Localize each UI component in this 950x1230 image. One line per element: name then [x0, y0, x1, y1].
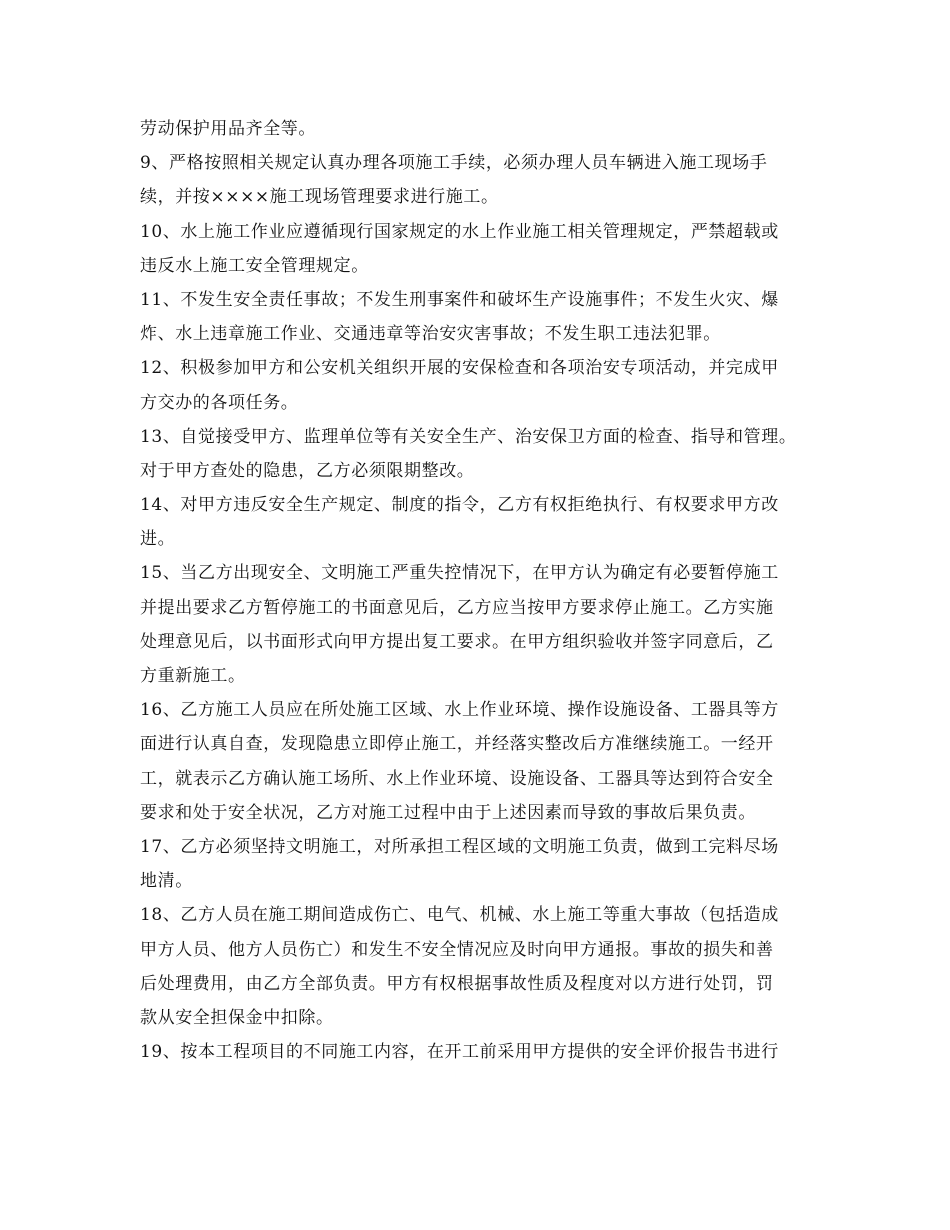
text-line: 并提出要求乙方暂停施工的书面意见后，乙方应当按甲方要求停止施工。乙方实施: [140, 597, 774, 618]
text-line: 工，就表示乙方确认施工场所、水上作业环境、设施设备、工器具等达到符合安全: [140, 768, 774, 789]
text-line: 处理意见后，以书面形式向甲方提出复工要求。在甲方组织验收并签字同意后，乙: [140, 631, 774, 652]
text-line: 违反水上施工安全管理规定。: [140, 255, 369, 276]
text-line: 面进行认真自查，发现隐患立即停止施工，并经落实整改后方准继续施工。一经开: [140, 734, 774, 755]
document-body: [140, 112, 820, 1069]
text-line: 炸、水上违章施工作业、交通违章等治安灾害事故；不发生职工违法犯罪。: [140, 324, 721, 345]
text-line: 13、自觉接受甲方、监理单位等有关安全生产、治安保卫方面的检查、指导和管理。: [140, 426, 797, 447]
text-line: 14、对甲方违反安全生产规定、制度的指令，乙方有权拒绝执行、有权要求甲方改: [140, 495, 779, 516]
text-line: 甲方人员、他方人员伤亡）和发生不安全情况应及时向甲方通报。事故的损失和善: [140, 939, 774, 960]
text-line: 方交办的各项任务。: [140, 392, 299, 413]
text-line: 15、当乙方出现安全、文明施工严重失控情况下，在甲方认为确定有必要暂停施工: [140, 563, 779, 584]
text-line: 对于甲方查处的隐患，乙方必须限期整改。: [140, 460, 475, 481]
text-line: 9、严格按照相关规定认真办理各项施工手续，必须办理人员车辆进入施工现场手: [140, 153, 768, 174]
text-line: 方重新施工。: [140, 666, 246, 686]
text-line: 款从安全担保金中扣除。: [140, 1007, 334, 1028]
text-line: 后处理费用，由乙方全部负责。甲方有权根据事故性质及程度对以方进行处罚，罚: [140, 973, 774, 994]
text-line: 18、乙方人员在施工期间造成伤亡、电气、机械、水上施工等重大事故（包括造成: [140, 905, 779, 926]
text-line: 12、积极参加甲方和公安机关组织开展的安保检查和各项治安专项活动，并完成甲: [140, 358, 779, 379]
text-line: 续，并按××××施工现场管理要求进行施工。: [140, 187, 499, 208]
text-line: 要求和处于安全状况，乙方对施工过程中由于上述因素而导致的事故后果负责。: [140, 802, 756, 823]
text-line: 10、水上施工作业应遵循现行国家规定的水上作业施工相关管理规定，严禁超载或: [140, 221, 779, 242]
text-line: 11、不发生安全责任事故；不发生刑事案件和破坏生产设施事件；不发生火灾、爆: [140, 289, 779, 310]
text-line: 17、乙方必须坚持文明施工，对所承担工程区域的文明施工负责，做到工完料尽场: [140, 836, 779, 857]
text-line: 19、按本工程项目的不同施工内容，在开工前采用甲方提供的安全评价报告书进行: [140, 1042, 779, 1063]
text-line: 劳动保护用品齐全等。: [140, 119, 316, 139]
text-line: 16、乙方施工人员应在所处施工区域、水上作业环境、操作设施设备、工器具等方: [140, 700, 779, 721]
text-line: 进。: [140, 529, 176, 550]
text-line: 地清。: [140, 871, 193, 892]
